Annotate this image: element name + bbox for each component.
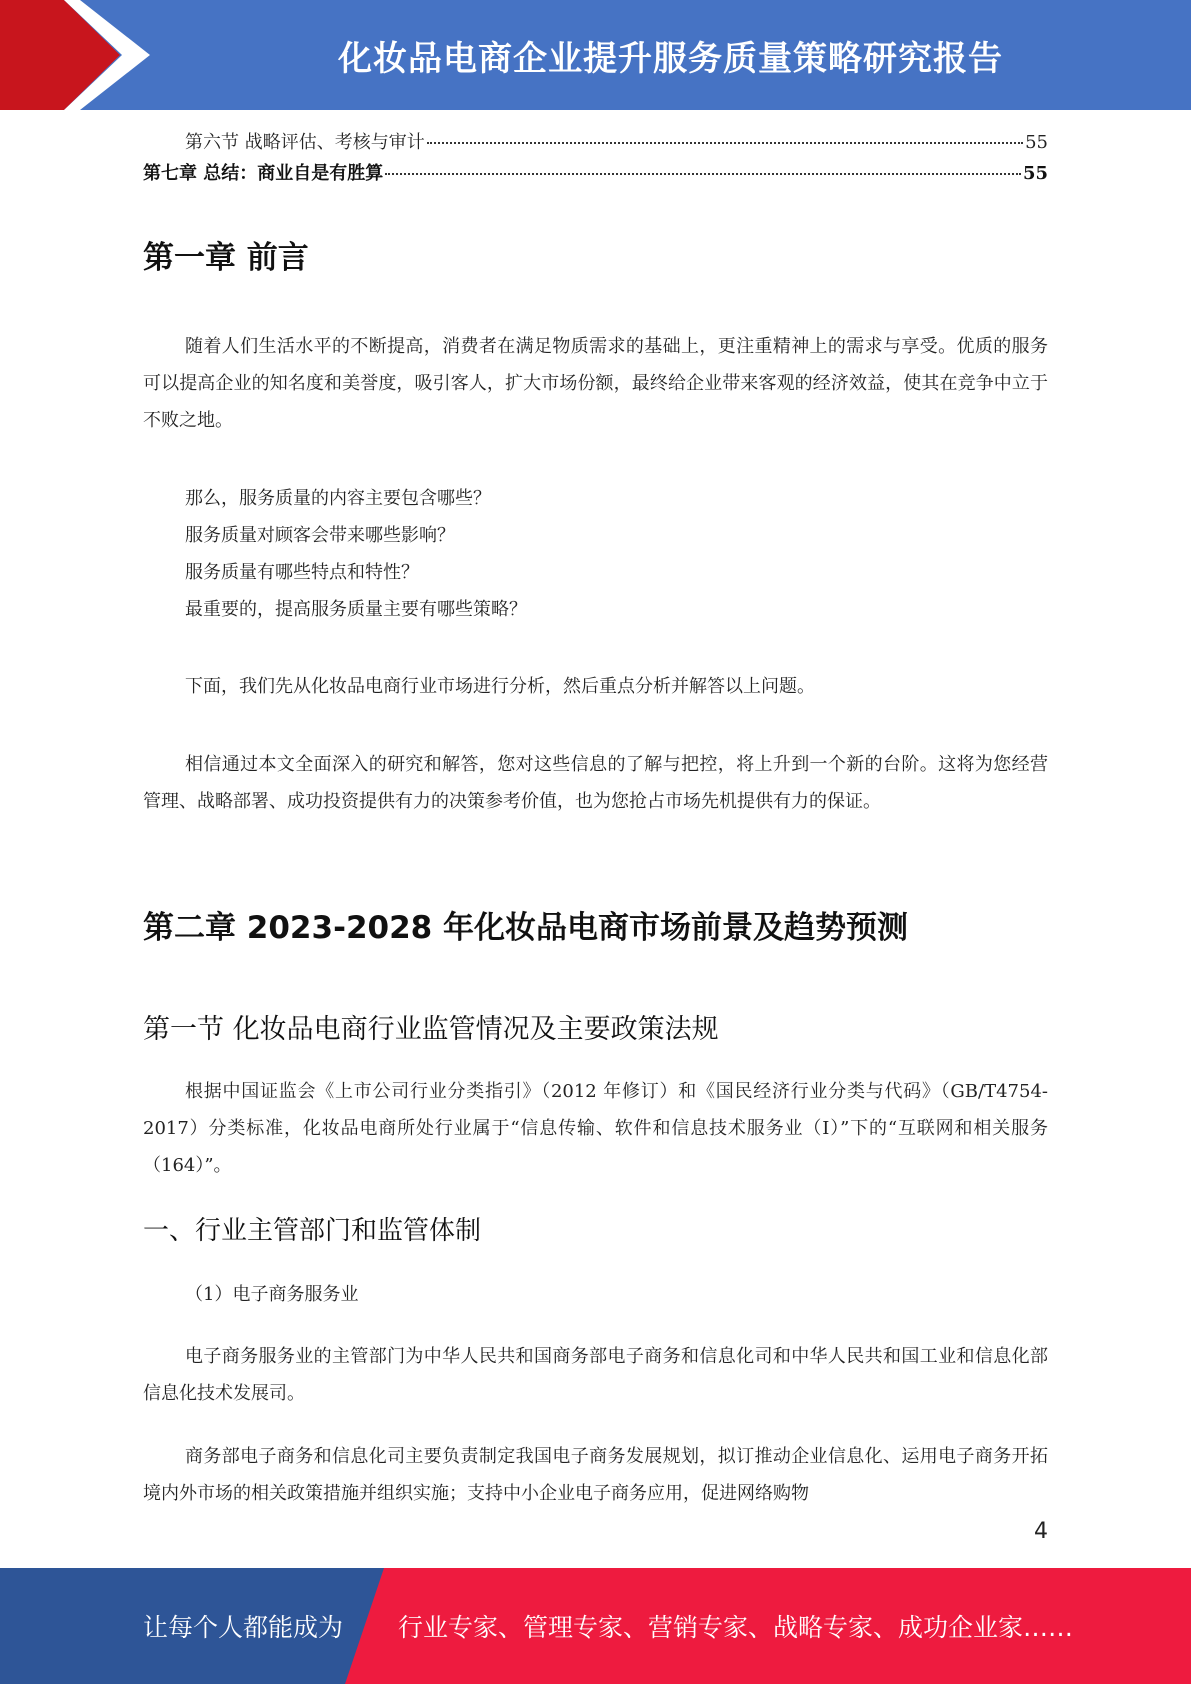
toc-leader (385, 173, 1021, 175)
toc-label: 第七章 总结：商业自是有胜算 (143, 163, 384, 184)
footer-slogan-left: 让每个人都能成为 (143, 1613, 344, 1642)
toc-page: 55 (1022, 163, 1048, 184)
toc-label: 第六节 战略评估、考核与审计 (185, 132, 425, 153)
chapter-heading: 第一章 前言 (143, 240, 309, 276)
question-line: 服务质量有哪些特点和特性？ (185, 562, 419, 583)
red-chevron-decoration (0, 0, 160, 110)
question-line: 服务质量对顾客会带来哪些影响？ (185, 525, 455, 546)
toc-entry-chapter[interactable] (143, 162, 1048, 186)
subsection-heading: 一、行业主管部门和监管体制 (143, 1216, 482, 1246)
body-paragraph: 商务部电子商务和信息化司主要负责制定我国电子商务发展规划，拟订推动企业信息化、运用电子商务开拓境内外市场的相关政策措施并组织实施；支持中小企业电子商务应用，促进网络购物 (143, 1446, 1048, 1504)
body-paragraph: 随着人们生活水平的不断提高，消费者在满足物质需求的基础上，更注重精神上的需求与享受。优质的服务可以提高企业的知名度和美誉度，吸引客人，扩大市场份额，最终给企业带来客观的经济效益，使其在竞争中立于不败之地。 (143, 336, 1048, 431)
question-line: 那么，服务质量的内容主要包含哪些？ (185, 488, 491, 509)
footer-slogan-right: 行业专家、管理专家、营销专家、战略专家、成功企业家…… (398, 1613, 1074, 1642)
question-line: 最重要的，提高服务质量主要有哪些策略？ (185, 599, 527, 620)
chapter-heading: 第二章 2023-2028 年化妆品电商市场前景及趋势预测 (143, 910, 909, 946)
page-number: 4 (1034, 1519, 1048, 1544)
body-paragraph: 根据中国证监会《上市公司行业分类指引》（2012 年修订）和《国民经济行业分类与代码》（GB/T4754-2017）分类标准，化妆品电商所处行业属于“信息传输、软件和信息技术服务业（I）”下的“互联网和相关服务（164）”。 (143, 1081, 1048, 1176)
body-paragraph: 电子商务服务业的主管部门为中华人民共和国商务部电子商务和信息化司和中华人民共和国工业和信息化部信息化技术发展司。 (143, 1346, 1048, 1404)
body-paragraph: 相信通过本文全面深入的研究和解答，您对这些信息的了解与把控，将上升到一个新的台阶。这将为您经营管理、战略部署、成功投资提供有力的决策参考价值，也为您抢占市场先机提供有力的保证。 (143, 754, 1048, 812)
header-banner (0, 0, 1191, 110)
report-title: 化妆品电商企业提升服务质量策略研究报告 (338, 38, 1003, 79)
toc-leader (427, 142, 1023, 144)
toc-entry[interactable] (143, 131, 1048, 155)
toc-page: 55 (1025, 132, 1048, 153)
section-heading: 第一节 化妆品电商行业监管情况及主要政策法规 (143, 1014, 719, 1045)
list-item-label: （1）电子商务服务业 (185, 1284, 359, 1305)
body-paragraph: 下面，我们先从化妆品电商行业市场进行分析，然后重点分析并解答以上问题。 (185, 676, 815, 697)
footer-banner (0, 1568, 1191, 1684)
